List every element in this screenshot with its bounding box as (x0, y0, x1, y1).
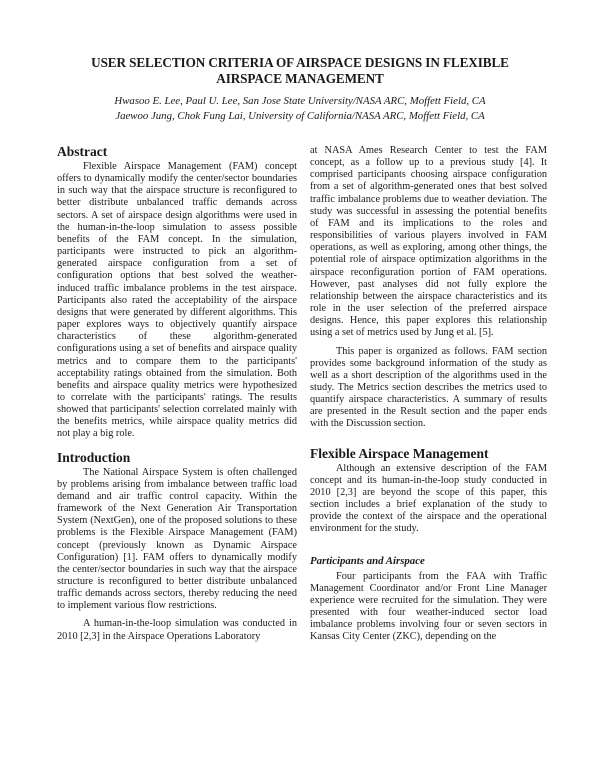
introduction-heading: Introduction (57, 449, 131, 465)
left-column (57, 143, 297, 643)
fam-paragraph-1: Although an extensive description of the FAM concept and its human-in-the-loop study conducted in 2010 [2,3] are beyond the scope of this paper, this section includes a brief explanation of the study to provide the context of the airspace and the operational environment for the study. (310, 462, 547, 535)
abstract-text: Flexible Airspace Management (FAM) concept offers to dynamically modify the center/sector boundaries in such way that the airspace structure is reconfigured to better distribute unbalanced traffic demands across sectors. A set of airspace design algorithms were used in the human-in-the-loop simulation to assess possible benefits of the FAM concept. In the simulation, participants were instructed to pick an algorithm-generated airspace configuration from a set of configuration options that best solved the weather-induced traffic imbalance problems in the test airspace. Participants also rated the acceptability of the airspace designs that were generated by different algorithms. This paper explores ways to objectively quantify airspace characteristics of these algorithm-generated configurations using a set of benefits and airspace quality metrics and to compare them to the participants' acceptability ratings obtained from the simulation. Both benefits and airspace quality metrics were hypothesized to correlate with the participants' ratings. The results showed that participants' selection correlated mainly with the benefits metrics, while airspace quality metrics did not play a big role. (57, 161, 297, 440)
authors-line-1: Hwasoo E. Lee, Paul U. Lee, San Jose State University/NASA ARC, Moffett Field, CA (114, 95, 486, 107)
introduction-paragraph-2-start: A human-in-the-loop simulation was conducted in 2010 [2,3] in the Airspace Operations Laboratory (57, 618, 297, 642)
abstract-heading: Abstract (57, 144, 108, 159)
authors-line-2: Jaewoo Jung, Chok Fung Lai, University of California/NASA ARC, Moffett Field, CA (115, 110, 485, 122)
participants-paragraph: Four participants from the FAA with Traffic Management Coordinator and/or Front Line Manager experience were recruited for the simulation. They were presented with four weather-induced sector load imbalance problems involving four or seven sectors in Kansas City Center (ZKC), depending on the (310, 570, 547, 643)
introduction-paragraph-1: The National Airspace System is often challenged by problems arising from imbalance between traffic load demand and air traffic control capacity. Within the framework of the Next Generation Air Transportation System (NextGen), one of the proposed solutions to these problems is the Flexible Airspace Management (FAM) concept (previously known as Dynamic Airspace Configuration) [1]. FAM offers to dynamically modify the center/sector boundaries in such way that the airspace structure is reconfigured to better distribute unbalanced traffic demands across sectors, thereby reducing the need to implement various flow restrictions. (57, 466, 297, 612)
paper-title (40, 55, 560, 87)
title-line-1: USER SELECTION CRITERIA OF AIRSPACE DESIGNS IN FLEXIBLE (91, 55, 509, 70)
title-line-2: AIRSPACE MANAGEMENT (216, 71, 384, 86)
fam-heading: Flexible Airspace Management (310, 445, 489, 461)
introduction-paragraph-3: This paper is organized as follows. FAM section provides some background information of the study as well as a short description of the algorithms used in the study. The Metrics section describes the metrics used to quantify airspace characteristics. A summary of results are presented in the Result section and the paper ends with the Discussion section. (310, 345, 547, 430)
right-column (310, 145, 547, 643)
introduction-paragraph-2-continued: at NASA Ames Research Center to test the FAM concept, as a follow up to a previous study [4]. It comprised participants choosing airspace configuration from a set of algorithm-generated ones that best solved traffic imbalance problems due to weather deviation. The study was successful in assessing the potential benefits of FAM and its implications to the roles and responsibilities of various players involved in FAM operations, as well as exploring, among other things, the potential role of airspace optimization algorithms in the airspace reconfiguration portion of FAM operations. However, past analyses did not fully explore the relationship between the airspace characteristics and its role in the user selection of the preferred airspace designs. Hence, this paper explores this relationship using a set of metrics used by Jung et al. [5]. (310, 145, 547, 339)
participants-subheading: Participants and Airspace (310, 554, 425, 567)
author-block (40, 94, 560, 124)
